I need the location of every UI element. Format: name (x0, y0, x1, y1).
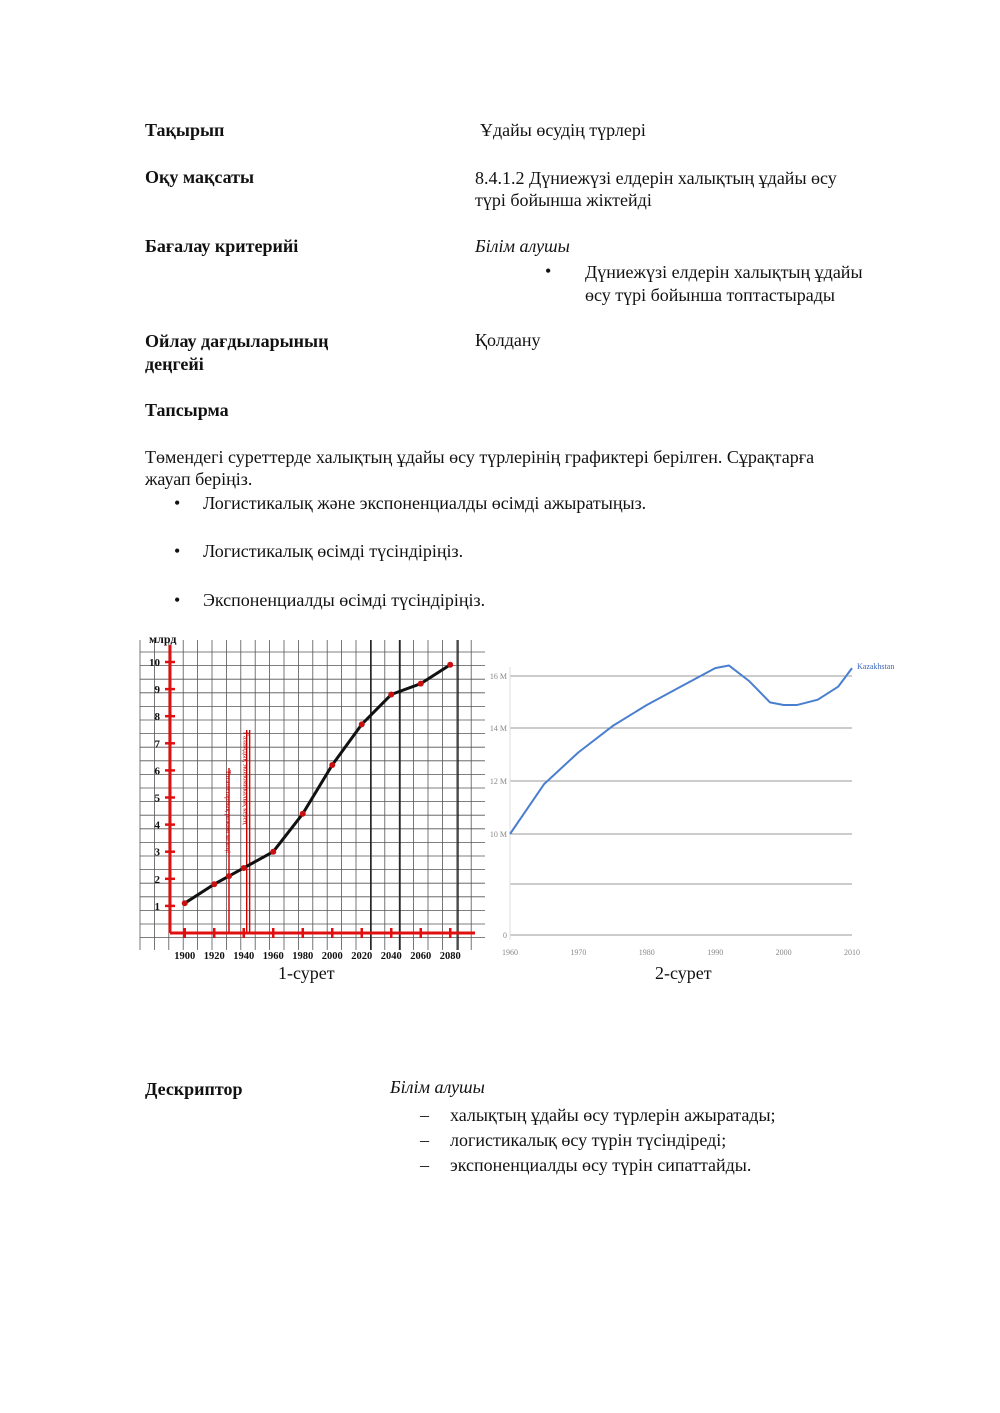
criteria-label: Бағалау критерийі (145, 236, 299, 256)
task-intro-line2: жауап беріңіз. (145, 469, 253, 489)
topic-label: Тақырып (145, 120, 225, 140)
descriptor-learner: Білім алушы (390, 1077, 485, 1097)
level-value: Қолдану (475, 330, 541, 350)
task-intro (145, 446, 945, 490)
criteria-bullet-line1: Дүниежүзі елдерін халықтың ұдайы (585, 262, 863, 282)
y-tick-label: 4 (154, 819, 160, 832)
figure-2-chart (489, 645, 895, 965)
objective-value-line2: түрі бойынша жіктейді (475, 190, 652, 210)
x-tick-label: 1980 (292, 951, 314, 962)
task-bullet-3: Экспоненциалды өсімді түсіндіріңіз. (203, 590, 486, 610)
annotation-label: Тоталитарлық режим кезеңі (224, 770, 232, 854)
level-label-line1: Ойлау дағдыларының (145, 331, 329, 351)
objective-value (475, 167, 915, 211)
data-point (226, 873, 232, 879)
y-tick-label: 12 M (489, 777, 507, 786)
x-tick-label: 1900 (174, 951, 196, 962)
y-tick-label: 9 (154, 684, 160, 697)
x-tick-label: 2000 (321, 951, 343, 962)
bullet-icon: • (174, 493, 181, 513)
figure-2-caption: 2-сурет (655, 963, 712, 983)
objective-label: Оқу мақсаты (145, 167, 255, 187)
y-tick-label: 10 (149, 657, 160, 669)
data-point (418, 681, 424, 687)
y-tick-label: 3 (154, 846, 160, 859)
bullet-icon: • (545, 261, 552, 281)
x-tick-label: 1940 (233, 951, 255, 962)
level-label-line2: деңгейі (145, 354, 204, 374)
objective-value-line1: 8.4.1.2 Дүниежүзі елдерін халықтың ұдайы өсу (475, 168, 837, 188)
y-tick-label: 1 (154, 900, 160, 913)
y-tick-label: 10 M (489, 830, 507, 839)
y-tick-label: 14 M (489, 724, 507, 733)
x-tick-label: 2060 (410, 951, 432, 962)
descriptor-item-1: халықтың ұдайы өсу түрлерін ажыратады; (450, 1105, 776, 1125)
y-axis-label: млрд (149, 632, 177, 646)
dash-icon: – (420, 1130, 429, 1150)
criteria-learner: Білім алушы (475, 236, 570, 256)
bullet-icon: • (174, 590, 181, 610)
y-tick-label: 8 (154, 711, 160, 724)
x-tick-label: 1920 (203, 951, 225, 962)
bullet-icon: • (174, 541, 181, 561)
data-point (241, 865, 247, 871)
y-tick-label: 5 (154, 792, 160, 805)
criteria-bullet-line2: өсу түрі бойынша топтастырады (585, 285, 836, 305)
legend-label: Kazakhstan (857, 662, 895, 671)
y-tick-label: 0 (503, 931, 507, 940)
dash-icon: – (420, 1105, 429, 1125)
level-label (145, 330, 328, 376)
descriptor-item-3: экспоненциалды өсу түрін сипаттайды. (450, 1155, 752, 1175)
task-bullet-2: Логистикалық өсімді түсіндіріңіз. (203, 541, 464, 561)
topic-value: Ұдайы өсудің түрлері (480, 120, 646, 140)
x-tick-label: 1980 (638, 948, 655, 957)
data-point (447, 662, 453, 668)
descriptor-label: Дескриптор (145, 1079, 243, 1099)
x-tick-label: 2010 (844, 948, 860, 957)
data-point (182, 900, 188, 906)
figure-2-background (489, 645, 867, 965)
figure-1-caption: 1-сурет (278, 963, 335, 983)
y-tick-label: 2 (154, 873, 160, 886)
data-point (300, 811, 306, 817)
data-point (388, 692, 394, 698)
descriptor-item-2: логистикалық өсу түрін түсіндіреді; (450, 1130, 727, 1150)
criteria-bullet (585, 261, 925, 307)
y-tick-label: 7 (154, 738, 160, 751)
y-tick-label: 16 M (489, 672, 507, 681)
data-point (359, 721, 365, 727)
task-intro-line1: Төмендегі суреттерде халықтың ұдайы өсу түрлерінің графиктері берілген. Сұрақтарға (145, 447, 815, 467)
x-tick-label: 1990 (707, 948, 724, 957)
data-point (270, 849, 276, 855)
x-tick-label: 2000 (775, 948, 792, 957)
y-tick-label: 6 (154, 765, 160, 778)
x-tick-label: 1960 (502, 948, 518, 957)
dash-icon: – (420, 1155, 429, 1175)
x-tick-label: 2040 (380, 951, 402, 962)
x-tick-label: 1960 (262, 951, 284, 962)
task-heading: Тапсырма (145, 400, 229, 420)
task-bullet-1: Логистикалық және экспоненциалды өсімді ажыратыңыз. (203, 493, 647, 513)
x-tick-label: 2020 (351, 951, 373, 962)
data-point (211, 881, 217, 887)
x-tick-label: 1970 (570, 948, 587, 957)
figure-1-chart (140, 630, 485, 965)
annotation-label: Ғаламдық экономикалық кезең (241, 732, 250, 825)
x-tick-label: 2080 (439, 951, 461, 962)
data-point (329, 762, 335, 768)
